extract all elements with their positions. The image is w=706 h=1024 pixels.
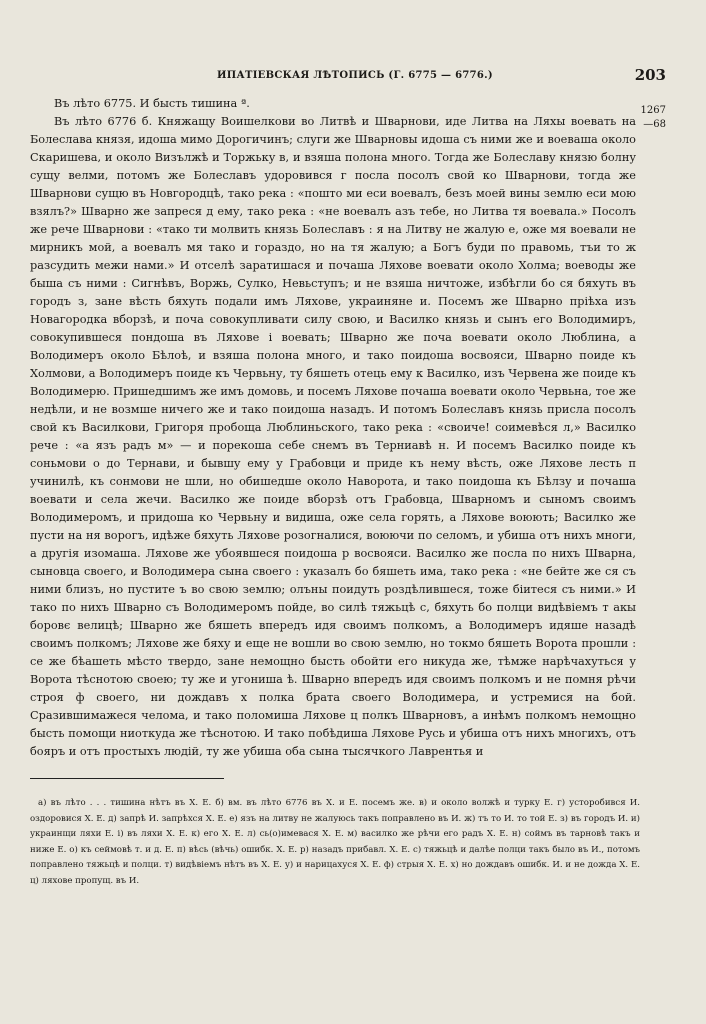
footnote-divider [30,778,224,779]
footnotes [30,796,640,889]
paragraph-year-6776: Въ лѣто 6776 б. Княжащу Воишелкови во Литвѣ и Шварнови, иде Литва на Ляхы воевать на Болеслава князя, идоша мимо Дорогичинъ; слуги же Шварновы идоша съ ними же и воеваша около Скаришева, и около Визължѣ и Торжьку в, и взяша полона много. Тогда же Болеславу князю болну сущу велми, потомъ же Болеславъ удоровився г посла посолъ свой ко Шварнови, тогда же Шварнови сущю въ Новгородцѣ, тако река : «пошто ми еси воевалъ, безъ моей вины землю еси мою взялъ?» Шварно же запреся д ему, тако река : «не воевалъ азъ тебе, но Литва тя воевала.» Посолъ же рече Шварнови : «тако ти молвить князь Болеславъ : я на Литву не жалую е, оже мя воевали не мирникъ мой, а воевалъ мя тако и гораздо, но на тя жалую; а Богъ буди по правомь, тъи то ж разсудить межи нами.» И отселѣ заратишася и почаша Ляхове воевати около Холма; воеводы же быша съ ними : Сигнѣвъ, Воржь, Сулко, Невьступъ; и не взяша ничтоже, избѣгли бо ся бяхуть въ городъ з, зане вѣсть бяхуть подали имъ Ляхове, украиняне и. Посемъ же Шварно прiѣха изъ Новагородка вборзѣ, и поча совокупливати силу свою, и Василко князь и сынъ его Володимиръ, совокупившеся пондоша въ Ляхове і воевать; Шварно же поча воевати около Люблина, а Володимеръ около Бѣлоѣ, и взяша полона много, и тако поидоша восвояси, Шварно поиде къ Холмови, а Володимеръ поиде къ Червьну, ту бяшеть отець ему к Василко, изъ Червена же поиде къ Володимерю. Пришедшимъ же имъ домовь, и посемъ Ляхове почаша воевати около Червьна, тое же недѣли, и не возмше ничего же и тако поидоша назадъ. И потомъ Болеславъ князь присла посолъ свой къ Василкови, Григоря пробоща Люблиньского, тако река : «своиче! соимевѣся л,» Василко рече : «а язъ радъ м» — и порекоша себе снемъ въ Терниавѣ н. И посемъ Василко поиде къ соньмови о до Тернави, и бывшу ему у Грабовци и приде къ нему вѣсть, оже Ляхове лесть п учинилѣ, къ сонмови не шли, но обишедше около Наворота, и тако поидоша къ Бѣлзу и почаша воевати и села жечи. Василко же поиде вборзѣ отъ Грабовца, Шварномъ и сыномъ своимъ Володимеромъ, и придоша ко Червьну и видиша, оже села горять, а Ляхове воюють; Василко же пусти на ня ворогъ, идѣже бяхуть Ляхове розогналися, воюючи по селомъ, и убиша отъ нихъ многи, а другiя изомаша. Ляхове же убоявшеся поидоша р восвояси. Василко же посла по нихъ Шварна, сыновца своего, и Володимера сына своего : указалъ бо бяшеть има, тако река : «не бейте же ся съ ними близъ, но пустите ъ во свою землю; олъны поидуть роздѣлившеся, тоже біитеся съ ними.» И тако по нихъ Шварно съ Володимеромъ пойде, во силѣ тяжьцѣ с, бяхуть бо полци видѣвіемъ т акы боровє велицѣ; Шварно же бяшеть впередъ идя своимъ полкомъ, а Володимеръ идяше назадѣ своимъ полкомъ; Ляхове же бяху и еще не вошли во свою землю, но токмо бяшеть Ворота прошли : се же бѣашеть мѣсто твердо, зане немощно бысть обойти его никуда же, тѣмже нарѣчахуться у Ворота тѣснотою своею; ту же и угониша ѣ. Шварно впередъ идя своимъ полкомъ и не помня рѣчи строя ф своего, ни дождавъ х полка брата своего Володимера, и устремися на бой. Сразившимажеся челома, и тако поломиша Ляхове ц полкъ Шварновъ, а инѣмъ полкомъ немощно бысть помощи ниоткуда же тѣснотою. И тако побѣдиша Ляхове Русь и убиша отъ нихъ многихъ, отъ бояръ и отъ простыхъ людій, ту же убиша оба сына тысячкого Лаврентья и [30,115,636,758]
paragraph-year-6775: Въ лѣто 6775. И бысть тишина ª. [54,97,250,110]
margin-year-label: 1267 [640,105,666,116]
page-number: 203 [634,66,666,84]
margin-year-label-2: —68 [643,119,666,130]
footnote-text: а) въ лѣто . . . тишина нѣтъ въ Х. Е. б) вм. въ лѣто 6776 въ Х. и Е. посемъ же. в) и около волжѣ и турку Е. г) усторобився И. оздоровися Х. Е. д) запрѣ И. запрѣхся Х. Е. е) язъ на литву не жалуюсь такъ поправлено въ И. ж) тъ то И. то той Е. з) въ городъ И. и) украинщи ляхи Е. і) въ ляхи Х. Е. к) его Х. Е. л) сь(о)имевася Х. Е. м) василко же рѣчи его радъ Х. Е. н) соймъ въ тарновѣ такъ и ниже Е. о) къ сеймовѣ т. и д. Е. п) вѣсь (вѣчь) ошибк. Х. Е. р) назадъ прибавл. Х. Е. с) тяжьцѣ и далѣе полци такъ было въ И., потомъ поправлено тяжьцѣ и полци. т) видѣвіемъ нѣтъ въ Х. Е. у) и нарицахуся Х. Е. ф) стрыя Х. Е. х) но дождавъ ошибк. И. и не дожда Х. Е. ц) ляхове пропущ. въ И. [30,798,640,886]
chronicle-text [30,95,636,761]
running-head: ИПАТІЕВСКАЯ ЛѢТОПИСЬ (Г. 6775 — 6776.) [217,70,493,81]
